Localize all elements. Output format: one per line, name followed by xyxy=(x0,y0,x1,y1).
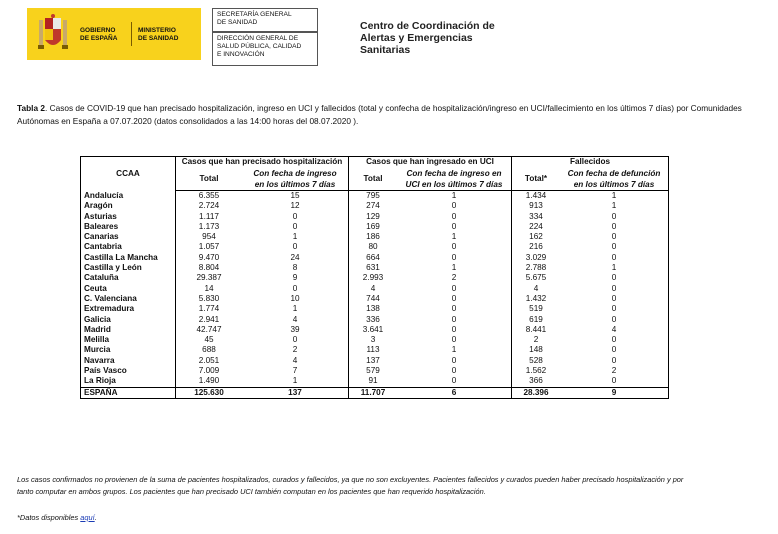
total-row xyxy=(81,387,669,398)
table-cell: 1 xyxy=(560,201,669,211)
table-cell: 664 xyxy=(349,253,398,263)
table-cell: 0 xyxy=(560,232,669,242)
table-cell: 0 xyxy=(560,212,669,222)
table-cell: 15 xyxy=(290,191,300,200)
table-cell: 4 xyxy=(349,284,398,294)
table-cell: 0 xyxy=(451,283,457,293)
logo-divider xyxy=(131,22,132,46)
table-cell: 80 xyxy=(349,242,398,252)
table-cell: 519 xyxy=(512,304,561,314)
table-cell: 0 xyxy=(560,253,669,263)
uci-7d-header: Con fecha de ingreso en UCI en los últimos 7 días xyxy=(397,168,512,191)
fall-7d-header: Con fecha de defunción en los últimos 7 días xyxy=(560,168,669,191)
table-cell: 2 xyxy=(292,345,298,355)
table-row xyxy=(81,263,669,273)
ccaa-name: Madrid xyxy=(81,325,176,335)
table-cell: 29.387 xyxy=(176,273,243,283)
table-cell: 42.747 xyxy=(176,325,243,335)
ccaa-name: Castilla y León xyxy=(81,263,176,273)
table-cell: 138 xyxy=(349,304,398,314)
table-cell: 45 xyxy=(176,335,243,345)
table-cell: 1.562 xyxy=(512,366,561,376)
ccaa-name: Galicia xyxy=(81,315,176,325)
table-cell: 0 xyxy=(560,222,669,232)
table-row xyxy=(81,376,669,387)
table-cell: 0 xyxy=(560,284,669,294)
table-row xyxy=(81,191,669,202)
gobierno-label: GOBIERNO DE ESPAÑA xyxy=(80,27,118,42)
table-row xyxy=(81,325,669,335)
table-cell: 2 xyxy=(512,335,561,345)
table-row xyxy=(81,304,669,314)
ccaa-name: Murcia xyxy=(81,345,176,355)
table-cell: 1.117 xyxy=(176,212,243,222)
table-cell: 688 xyxy=(176,345,243,355)
table-cell: 169 xyxy=(349,222,398,232)
hosp-7d-header: Con fecha de ingreso en los últimos 7 días xyxy=(242,168,349,191)
ccaa-name: Canarias xyxy=(81,232,176,242)
table-row xyxy=(81,356,669,366)
ccaa-name: Asturias xyxy=(81,212,176,222)
table-cell: 6.355 xyxy=(176,191,243,202)
ccaa-name: Melilla xyxy=(81,335,176,345)
table-cell: 0 xyxy=(560,242,669,252)
table-cell: 0 xyxy=(451,201,457,211)
table-cell: 129 xyxy=(349,212,398,222)
table-row xyxy=(81,345,669,355)
table-cell: 366 xyxy=(512,376,561,387)
ccaa-name: Navarra xyxy=(81,356,176,366)
table-cell: 137 xyxy=(349,356,398,366)
table-cell: 8.441 xyxy=(512,325,561,335)
table-cell: 1.434 xyxy=(512,191,561,202)
footnote-end: . xyxy=(94,513,97,522)
table-cell: 334 xyxy=(512,212,561,222)
table-cell: 10 xyxy=(290,293,300,303)
table-cell: 39 xyxy=(290,324,300,334)
table-cell: 336 xyxy=(349,315,398,325)
total-cell: 125.630 xyxy=(176,387,243,398)
table-caption xyxy=(17,102,767,127)
ccaa-name: C. Valenciana xyxy=(81,294,176,304)
table-cell: 0 xyxy=(560,304,669,314)
table-cell: 216 xyxy=(512,242,561,252)
table-cell: 1.057 xyxy=(176,242,243,252)
uci-total-header: Total xyxy=(349,168,398,191)
table-cell: 0 xyxy=(560,294,669,304)
table-cell: 0 xyxy=(560,315,669,325)
table-cell: 913 xyxy=(512,201,561,211)
table-cell: 619 xyxy=(512,315,561,325)
coat-of-arms-icon xyxy=(37,14,69,54)
table-cell: 4 xyxy=(512,284,561,294)
table-cell: 1.432 xyxy=(512,294,561,304)
table-cell: 162 xyxy=(512,232,561,242)
table-cell: 5.675 xyxy=(512,273,561,283)
table-cell: 4 xyxy=(560,325,669,335)
table-cell: 8 xyxy=(292,263,298,273)
table-cell: 4 xyxy=(292,355,298,365)
table-cell: 0 xyxy=(560,376,669,387)
table-row xyxy=(81,335,669,345)
ccaa-name: Aragón xyxy=(81,201,176,211)
table-cell: 14 xyxy=(176,284,243,294)
table-cell: 795 xyxy=(349,191,398,202)
table-cell: 224 xyxy=(512,222,561,232)
table-cell: 0 xyxy=(292,242,298,252)
table-row xyxy=(81,253,669,263)
table-cell: 9.470 xyxy=(176,253,243,263)
table-cell: 0 xyxy=(451,304,457,314)
table-row xyxy=(81,284,669,294)
table-row xyxy=(81,212,669,222)
caption-text: . Casos de COVID-19 que han precisado hospitalización, ingreso en UCI y fallecidos (total y confecha de hospitalización/ingreso en UCI/fallecimiento en los últimos 7 días) por Comunidades Autónomas en España a 07.07.2020 (datos consolidados a las 14:00 horas del 08.07.2020 ). xyxy=(17,103,742,126)
table-row xyxy=(81,294,669,304)
table-cell: 5.830 xyxy=(176,294,243,304)
table-cell: 1 xyxy=(451,232,457,242)
table-cell: 148 xyxy=(512,345,561,355)
caption-label: Tabla 2 xyxy=(17,103,45,113)
table-cell: 9 xyxy=(292,273,298,283)
ccaa-name: Ceuta xyxy=(81,284,176,294)
table-cell: 1 xyxy=(292,376,298,386)
table-row xyxy=(81,366,669,376)
table-cell: 0 xyxy=(451,376,457,386)
table-cell: 0 xyxy=(560,345,669,355)
table-cell: 0 xyxy=(451,314,457,324)
table-cell: 24 xyxy=(290,252,300,262)
table-cell: 274 xyxy=(349,201,398,211)
table-cell: 0 xyxy=(560,356,669,366)
table-cell: 12 xyxy=(290,201,300,211)
table-cell: 4 xyxy=(292,314,298,324)
ccaa-name: Extremadura xyxy=(81,304,176,314)
hosp-total-header: Total xyxy=(176,168,243,191)
table-cell: 7.009 xyxy=(176,366,243,376)
table-cell: 91 xyxy=(349,376,398,387)
table-row xyxy=(81,242,669,252)
group-header-fallecidos: Fallecidos xyxy=(512,157,669,169)
table-row xyxy=(81,201,669,211)
table-cell: 1.490 xyxy=(176,376,243,387)
table-cell: 2.993 xyxy=(349,273,398,283)
center-title: Centro de Coordinación de Alertas y Emergencias Sanitarias xyxy=(360,20,495,56)
data-table xyxy=(80,156,669,399)
ccaa-name: Castilla La Mancha xyxy=(81,253,176,263)
table-row xyxy=(81,222,669,232)
table-cell: 1 xyxy=(560,263,669,273)
table-cell: 1 xyxy=(451,263,457,273)
table-cell: 3.641 xyxy=(349,325,398,335)
table-cell: 1 xyxy=(451,191,457,200)
table-cell: 0 xyxy=(451,335,457,345)
table-cell: 2.941 xyxy=(176,315,243,325)
ccaa-name: Cantabria xyxy=(81,242,176,252)
table-cell: 186 xyxy=(349,232,398,242)
table-cell: 0 xyxy=(451,211,457,221)
ccaa-header: CCAA xyxy=(81,157,176,191)
footnote-text: *Datos disponibles xyxy=(17,513,81,522)
table-cell: 113 xyxy=(349,345,398,355)
table-cell: 1.774 xyxy=(176,304,243,314)
table-cell: 0 xyxy=(560,335,669,345)
total-label: ESPAÑA xyxy=(81,387,176,398)
table-cell: 2.724 xyxy=(176,201,243,211)
table-cell: 2 xyxy=(560,366,669,376)
table-cell: 0 xyxy=(560,273,669,283)
ccaa-name: País Vasco xyxy=(81,366,176,376)
data-link[interactable]: aquí xyxy=(80,513,95,522)
table-cell: 0 xyxy=(451,293,457,303)
ministerio-label: MINISTERIO DE SANIDAD xyxy=(138,27,179,42)
table-cell: 0 xyxy=(292,211,298,221)
table-cell: 0 xyxy=(451,324,457,334)
table-row xyxy=(81,273,669,283)
secretaria-box: SECRETARÍA GENERAL DE SANIDAD xyxy=(212,8,318,32)
government-logo-banner xyxy=(27,8,201,60)
table-cell: 579 xyxy=(349,366,398,376)
table-cell: 3 xyxy=(349,335,398,345)
table-cell: 2 xyxy=(451,273,457,283)
table-cell: 0 xyxy=(451,355,457,365)
table-cell: 0 xyxy=(292,221,298,231)
table-cell: 0 xyxy=(451,366,457,376)
ccaa-name: Baleares xyxy=(81,222,176,232)
table-cell: 0 xyxy=(451,252,457,262)
ccaa-name: La Rioja xyxy=(81,376,176,387)
table-cell: 954 xyxy=(176,232,243,242)
table-cell: 1 xyxy=(451,345,457,355)
table-cell: 2.788 xyxy=(512,263,561,273)
table-cell: 1 xyxy=(292,232,298,242)
table-cell: 0 xyxy=(451,242,457,252)
notes: Los casos confirmados no provienen de la suma de pacientes hospitalizados, curados y fallecidos, ya que no son excluyentes. Pacientes fallecidos y curados pueden haber precisado hospitalización y por tanto computar en ambos grupos. Los pacientes que han precisado UCI también computan en los pacientes que han requerido hospitalización. xyxy=(17,475,684,496)
table-cell: 2.051 xyxy=(176,356,243,366)
table-cell: 1 xyxy=(560,191,669,202)
table-cell: 8.804 xyxy=(176,263,243,273)
ccaa-name: Andalucía xyxy=(81,191,176,202)
fall-total-header: Total* xyxy=(512,168,561,191)
table-cell: 0 xyxy=(292,335,298,345)
group-header-uci: Casos que han ingresado en UCI xyxy=(349,157,512,169)
table-cell: 1.173 xyxy=(176,222,243,232)
table-row xyxy=(81,232,669,242)
table-cell: 1 xyxy=(292,304,298,314)
table-cell: 528 xyxy=(512,356,561,366)
table-cell: 7 xyxy=(292,366,298,376)
ccaa-name: Cataluña xyxy=(81,273,176,283)
footnote xyxy=(17,513,97,522)
table-cell: 744 xyxy=(349,294,398,304)
total-cell: 6 xyxy=(397,387,512,398)
group-header-hosp: Casos que han precisado hospitalización xyxy=(176,157,349,169)
total-cell: 137 xyxy=(242,387,349,398)
table-cell: 0 xyxy=(451,221,457,231)
total-cell: 11.707 xyxy=(349,387,398,398)
table-cell: 0 xyxy=(292,283,298,293)
table-cell: 631 xyxy=(349,263,398,273)
table-row xyxy=(81,315,669,325)
total-cell: 9 xyxy=(560,387,669,398)
table-cell: 3.029 xyxy=(512,253,561,263)
total-cell: 28.396 xyxy=(512,387,561,398)
direccion-box: DIRECCIÓN GENERAL DE SALUD PÚBLICA, CALIDAD E INNOVACIÓN xyxy=(212,32,318,66)
